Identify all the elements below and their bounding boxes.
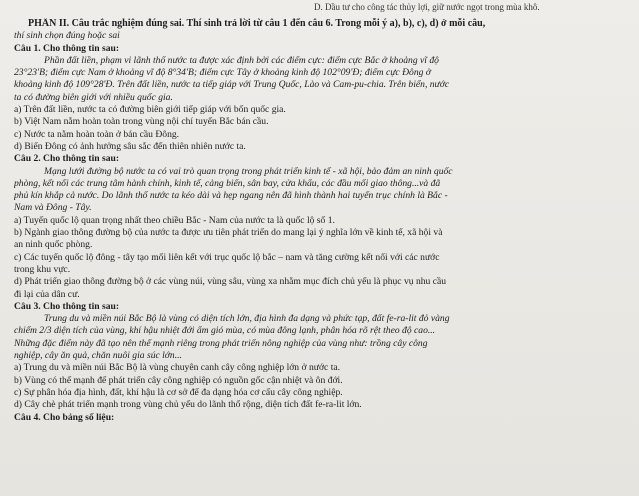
question-2-option-d-continued: đi lại của dân cư. (14, 288, 80, 300)
question-3-option-d: d) Cây chè phát triển mạnh trong vùng chủ yếu do lãnh thổ rộng, diện tích đất fe-ra-lit lớn. (14, 399, 362, 411)
question-3-option-b: b) Vùng có thế mạnh để phát triển cây công nghiệp có nguồn gốc cận nhiệt và ôn đới. (14, 374, 343, 386)
question-4-title: Câu 4. Cho bảng số liệu: (14, 411, 115, 423)
question-3-passage-line: Trung du và miền núi Bắc Bộ là vùng có diện tích lớn, địa hình đa dạng và phức tạp, đất fe-ra-lit đỏ vàng (44, 313, 450, 325)
part-title-continued: thí sinh chọn đúng hoặc sai (14, 30, 120, 42)
question-3-option-a: a) Trung du và miền núi Bắc Bộ là vùng chuyên canh cây công nghiệp lớn ở nước ta. (14, 362, 341, 374)
question-3-passage-line: chiếm 2/3 diện tích của vùng, khí hậu nhiệt đới ẩm gió mùa, có mùa đông lạnh, phân hóa rõ rệt theo độ cao... (14, 325, 436, 337)
question-2-title: Câu 2. Cho thông tin sau: (14, 153, 120, 165)
question-2-option-a: a) Tuyến quốc lộ quan trọng nhất theo chiều Bắc - Nam của nước ta là quốc lộ số 1. (14, 214, 335, 226)
question-1-passage-line: ta có đường biên giới với nhiều quốc gia. (14, 91, 173, 103)
question-2-option-c: c) Các tuyến quốc lộ đông - tây tạo mối liên kết với trục quốc lộ bắc – nam và tăng cường kết nối với các nước (14, 251, 440, 263)
question-2-passage-line: Mạng lưới đường bộ nước ta có vai trò quan trọng trong phát triển kinh tế - xã hội, bảo đảm an ninh quốc (44, 165, 453, 177)
question-1-option-d: d) Biển Đông có ảnh hưởng sâu sắc đến thiên nhiên nước ta. (14, 140, 246, 152)
question-2-option-b: b) Ngành giao thông đường bộ của nước ta được ưu tiên phát triển do mang lại ý nghĩa lớn về kinh tế, xã hội và (14, 227, 443, 239)
question-1-title: Câu 1. Cho thông tin sau: (14, 42, 120, 54)
question-2-passage-line: Nam và Đông - Tây. (14, 202, 92, 214)
question-1-passage-line: khoảng kinh độ 109°28'Đ. Trên đất liền, nước ta tiếp giáp với Trung Quốc, Lào và Cam-pu-chia. Trên biển, nước (14, 79, 450, 91)
question-2-option-b-continued: an ninh quốc phòng. (14, 239, 93, 251)
question-2-passage-line: phòng, kết nối các trung tâm hành chính, kinh tế, cảng biển, sân bay, cửa khẩu, các đầu mối giao thông...và đã (14, 177, 441, 189)
previous-option-line: D. Dầu tư cho công tác thủy lợi, giữ nước ngọt trong mùa khô. (314, 2, 540, 12)
question-3-passage-line: nghiệp, cây ăn quả, chăn nuôi gia súc lớn... (14, 350, 182, 362)
question-3-title: Câu 3. Cho thông tin sau: (14, 300, 120, 312)
question-2-option-c-continued: trong khu vực. (14, 263, 71, 275)
question-2-option-d: d) Phát triển giao thông đường bộ ở các vùng núi, vùng sâu, vùng xa nhằm mục đích chủ yếu là phục vụ nhu cầu (14, 276, 447, 288)
question-3-passage-line: Những đặc điểm này đã tạo nên thế mạnh riêng trong phát triển nông nghiệp của vùng như: trồng cây công (14, 337, 428, 349)
part-title: PHẦN II. Câu trắc nghiệm đúng sai. Thí sinh trả lời từ câu 1 đến câu 6. Trong mỗi ý a), b), c), d) ở mỗi câu, (28, 18, 486, 29)
question-1-option-b: b) Việt Nam nằm hoàn toàn trong vùng nội chí tuyến Bắc bán cầu. (14, 116, 269, 128)
question-3-option-c: c) Sự phân hóa địa hình, đất, khí hậu là cơ sở để đa dạng hóa cơ cấu cây công nghiệp. (14, 386, 343, 398)
question-1-option-c: c) Nước ta nằm hoàn toàn ở bán cầu Đông. (14, 128, 180, 140)
question-1-passage-line: Phần đất liền, phạm vi lãnh thổ nước ta được xác định bởi các điểm cực: điểm cực Bắc ở khoảng vĩ độ (44, 54, 439, 66)
question-1-option-a: a) Trên đất liền, nước ta có đường biên giới tiếp giáp với bốn quốc gia. (14, 104, 286, 116)
question-2-passage-line: phủ kín khắp cả nước. Do lãnh thổ nước ta kéo dài và hẹp ngang nên đã hình thành hai tuyến trục chính là Bắc - (14, 190, 448, 202)
question-1-passage-line: 23°23'B; điểm cực Nam ở khoảng vĩ độ 8°34'B; điểm cực Tây ở khoảng kinh độ 102°09'Đ; điểm cực Đông ở (14, 67, 431, 79)
